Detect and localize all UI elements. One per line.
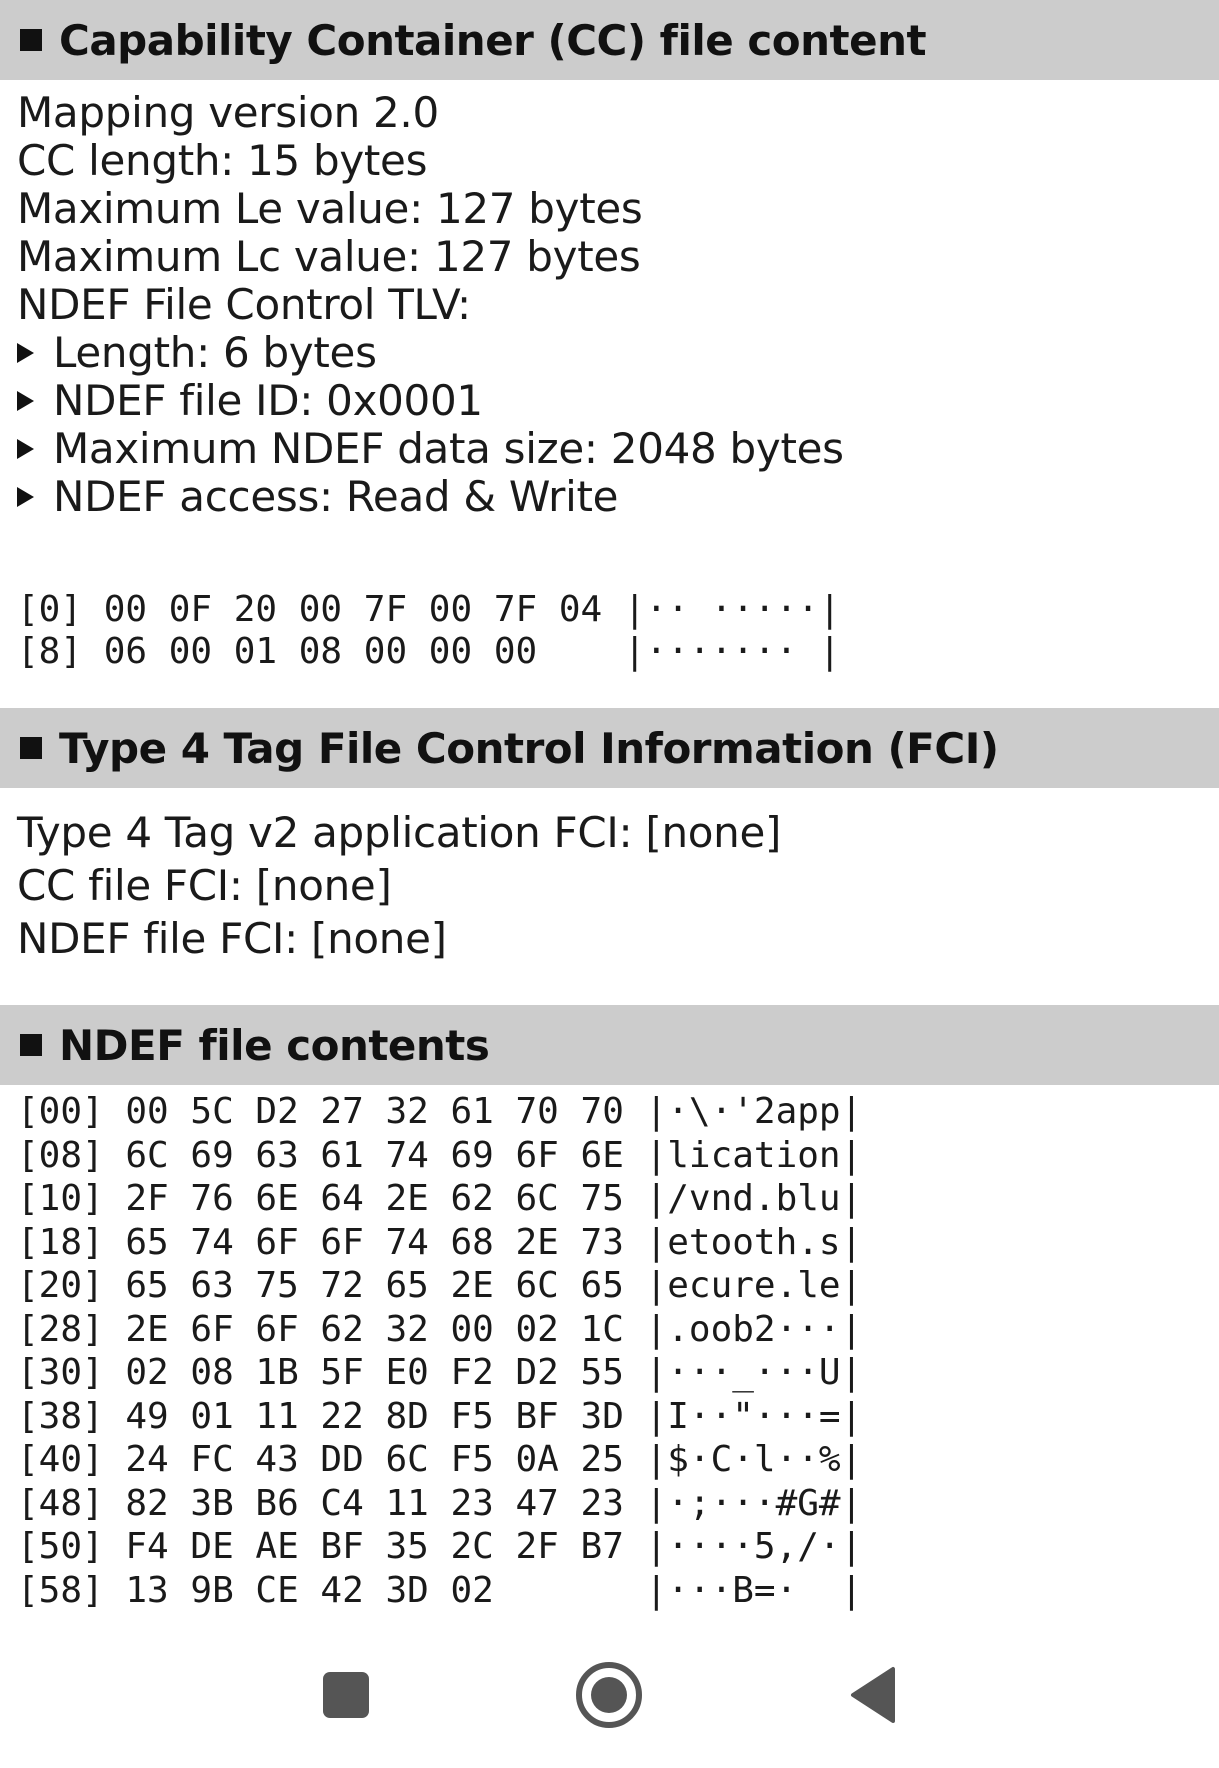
cc-section-header <box>0 0 1219 80</box>
cc-hex-row: [0] 00 0F 20 00 7F 00 7F 04 |·· ·····| <box>17 589 841 630</box>
tlv-length-text: Length: 6 bytes <box>53 328 377 377</box>
max-ndef-size-item <box>17 422 844 476</box>
home-button[interactable] <box>569 1655 649 1735</box>
ndef-hex-row: [30] 02 08 1B 5F E0 F2 D2 55 |···_···U| <box>17 1352 863 1393</box>
ndef-hex-row: [28] 2E 6F 6F 62 32 00 02 1C |.oob2···| <box>17 1308 863 1350</box>
ndef-hex-row: [48] 82 3B B6 C4 11 23 47 23 |·;···#G#| <box>17 1482 863 1524</box>
square-bullet-icon <box>20 29 42 51</box>
square-icon <box>321 1670 371 1720</box>
ndef-file-id-item <box>17 374 483 428</box>
triangle-bullet-icon <box>17 343 34 363</box>
triangle-bullet-icon <box>17 391 34 411</box>
ndef-hex-row: [08] 6C 69 63 61 74 69 6F 6E |lication| <box>17 1134 863 1176</box>
ndef-file-control-tlv-text: NDEF File Control TLV: <box>17 280 471 329</box>
max-lc-text: Maximum Lc value: 127 bytes <box>17 232 641 281</box>
ndef-access-item <box>17 470 618 524</box>
max-ndef-size-text: Maximum NDEF data size: 2048 bytes <box>53 424 844 473</box>
cc-section-title: Capability Container (CC) file content <box>59 15 927 65</box>
back-button[interactable] <box>832 1655 912 1735</box>
cc-length-text: CC length: 15 bytes <box>17 136 428 185</box>
max-le-text: Maximum Le value: 127 bytes <box>17 184 643 233</box>
ndef-section-header <box>0 1005 1219 1085</box>
ndef-file-id-text: NDEF file ID: 0x0001 <box>53 376 483 425</box>
ndef-section-title: NDEF file contents <box>59 1020 490 1070</box>
ndef-hex-row: [18] 65 74 6F 6F 74 68 2E 73 |etooth.s| <box>17 1221 863 1263</box>
ndef-access-text: NDEF access: Read & Write <box>53 472 619 521</box>
cc-hex-row: [8] 06 00 01 08 00 00 00 |······· | <box>17 631 841 672</box>
navigation-bar <box>0 1620 1219 1768</box>
ndef-hex-row: [50] F4 DE AE BF 35 2C 2F B7 |····5,/·| <box>17 1526 863 1567</box>
ndef-file-fci-text: NDEF file FCI: [none] <box>17 914 447 963</box>
home-circle-icon <box>574 1660 644 1730</box>
cc-file-fci-text: CC file FCI: [none] <box>17 861 392 910</box>
t4t-app-fci-text: Type 4 Tag v2 application FCI: [none] <box>17 808 782 857</box>
back-triangle-icon <box>847 1665 897 1725</box>
ndef-hex-row: [20] 65 63 75 72 65 2E 6C 65 |ecure.le| <box>17 1265 863 1306</box>
ndef-hex-row: [00] 00 5C D2 27 32 61 70 70 |·\·'2app| <box>17 1091 863 1132</box>
tlv-length-item <box>17 326 377 380</box>
ndef-hex-row: [58] 13 9B CE 42 3D 02 |···B=· | <box>17 1569 863 1611</box>
ndef-hex-row: [38] 49 01 11 22 8D F5 BF 3D |I··"···=| <box>17 1395 863 1437</box>
mapping-version-text: Mapping version 2.0 <box>17 88 439 137</box>
triangle-bullet-icon <box>17 487 34 507</box>
ndef-hex-row: [10] 2F 76 6E 64 2E 62 6C 75 |/vnd.blu| <box>17 1178 863 1219</box>
fci-section-title: Type 4 Tag File Control Information (FCI) <box>59 723 999 773</box>
fci-section-header <box>0 708 1219 788</box>
square-bullet-icon <box>20 737 42 759</box>
recents-button[interactable] <box>306 1655 386 1735</box>
square-bullet-icon <box>20 1034 42 1056</box>
triangle-bullet-icon <box>17 439 34 459</box>
ndef-hex-row: [40] 24 FC 43 DD 6C F5 0A 25 |$·C·l··%| <box>17 1439 863 1480</box>
